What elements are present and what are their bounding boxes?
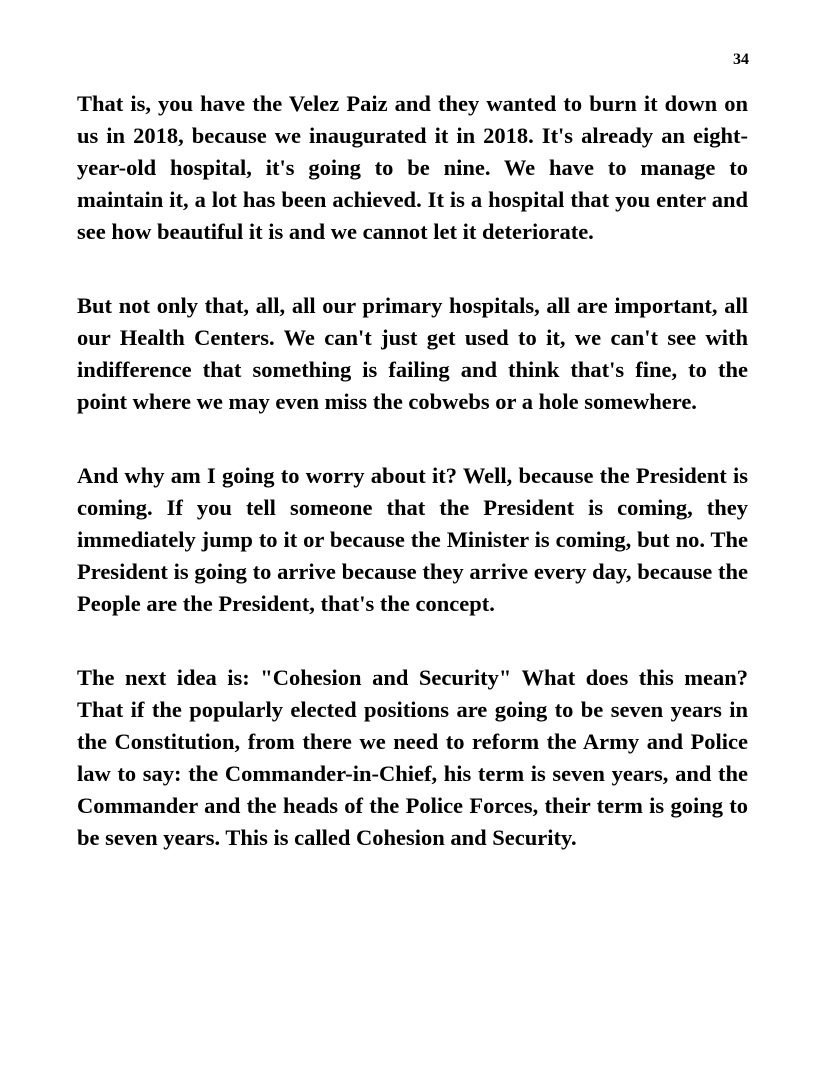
document-body	[77, 88, 748, 854]
paragraph-3: And why am I going to worry about it? Well, because the President is coming. If you tell someone that the President is coming, they immediately jump to it or because the Minister is coming, but no. The President is going to arrive because they arrive every day, because the People are the President, that's the concept.	[77, 463, 748, 616]
paragraph-1: That is, you have the Velez Paiz and they wanted to burn it down on us in 2018, because we inaugurated it in 2018. It's already an eight-year-old hospital, it's going to be nine. We have to manage to maintain it, a lot has been achieved. It is a hospital that you enter and see how beautiful it is and we cannot let it deteriorate.	[77, 91, 748, 244]
paragraph-4: The next idea is: "Cohesion and Security" What does this mean? That if the popularly elected positions are going to be seven years in the Constitution, from there we need to reform the Army and Police law to say: the Commander-in-Chief, his term is seven years, and the Commander and the heads of the Police Forces, their term is going to be seven years. This is called Cohesion and Security.	[77, 665, 748, 850]
page-number: 34	[733, 51, 749, 68]
paragraph-2: But not only that, all, all our primary hospitals, all are important, all our Health Centers. We can't just get used to it, we can't see with indifference that something is failing and think that's fine, to the point where we may even miss the cobwebs or a hole somewhere.	[77, 293, 748, 414]
